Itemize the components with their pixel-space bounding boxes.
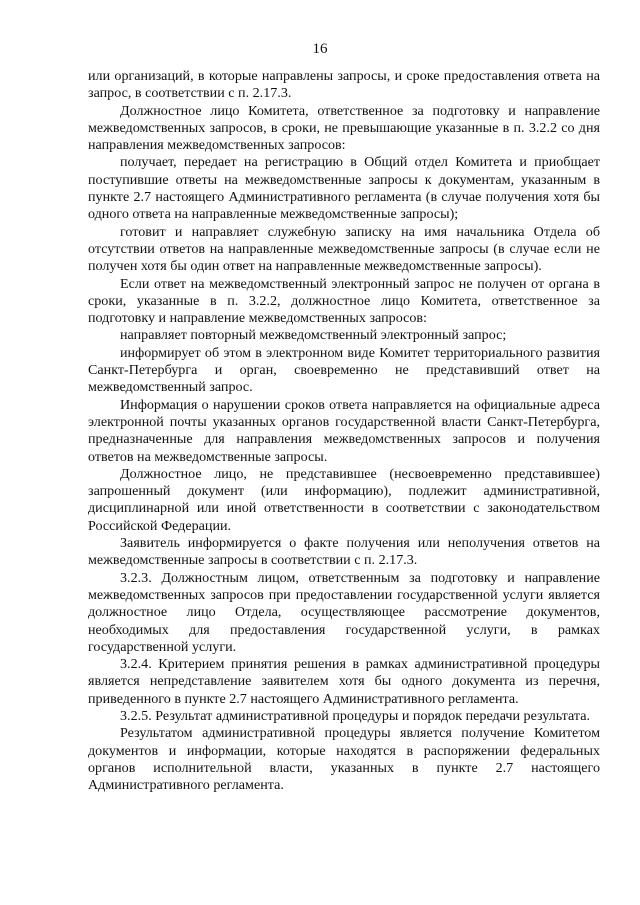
paragraph: Заявитель информируется о факте получения или неполучения ответов на межведомственные запросы в соответствии с п. 2.17.3.	[88, 535, 600, 569]
page-number: 16	[312, 41, 328, 57]
paragraph: 3.2.5. Результат административной процедуры и порядок передачи результата.	[120, 707, 590, 724]
paragraph: информирует об этом в электронном виде Комитет территориального развития Санкт-Петербурга и орган, своевременно не представивший ответ на межведомственный запрос.	[88, 344, 600, 396]
paragraph: Должностное лицо Комитета, ответственное за подготовку и направление межведомственных запросов, в сроки, не превышающие указанные в п. 3.2.2 со дня направления межведомственных запросов:	[88, 102, 600, 154]
paragraph: 3.2.4. Критерием принятия решения в рамках административной процедуры является непредставление заявителем хотя бы одного документа из перечня, приведенного в пункте 2.7 настоящего Административного регламента.	[88, 656, 600, 707]
paragraph: Информация о нарушении сроков ответа направляется на официальные адреса электронной почты указанных органов государственной власти Санкт-Петербурга, предназначенные для направления межведомственных запросов и получения ответов на межведомственные запросы.	[88, 396, 600, 465]
paragraph: готовит и направляет служебную записку на имя начальника Отдела об отсутствии ответов на направленные межведомственные запросы (в случае если не получен хотя бы один ответ на направленные межведомственные запросы).	[88, 223, 600, 275]
document-body	[88, 68, 600, 794]
paragraph: 3.2.3. Должностным лицом, ответственным за подготовку и направление межведомственных запросов при предоставлении государственной услуги является должностное лицо Отдела, осуществляющее рассмотрение документов, необходимых для предоставления государственной услуги, в рамках государственной услуги.	[88, 569, 600, 655]
paragraph: направляет повторный межведомственный электронный запрос;	[120, 327, 507, 344]
paragraph: Результатом административной процедуры является получение Комитетом документов и информации, которые находятся в распоряжении федеральных органов исполнительной власти, указанных в пункте 2.7 настоящего Административного регламента.	[88, 725, 600, 794]
paragraph: Должностное лицо, не представившее (несвоевременно представившее) запрошенный документ (или информацию), подлежит административной, дисциплинарной или иной ответственности в соответствии с законодательством Российской Федерации.	[88, 465, 600, 534]
paragraph: или организаций, в которые направлены запросы, и сроке предоставления ответа на запрос, в соответствии с п. 2.17.3.	[88, 68, 600, 102]
paragraph: получает, передает на регистрацию в Общий отдел Комитета и приобщает поступившие ответы на межведомственные запросы к документам, указанным в пункте 2.7 настоящего Административного регламента (в случае получения хотя бы одного ответа на направленные межведомственные запросы);	[88, 154, 600, 223]
paragraph: Если ответ на межведомственный электронный запрос не получен от органа в сроки, указанные в п. 3.2.2, должностное лицо Комитета, ответственное за подготовку и направление межведомственных запросов:	[88, 275, 600, 327]
